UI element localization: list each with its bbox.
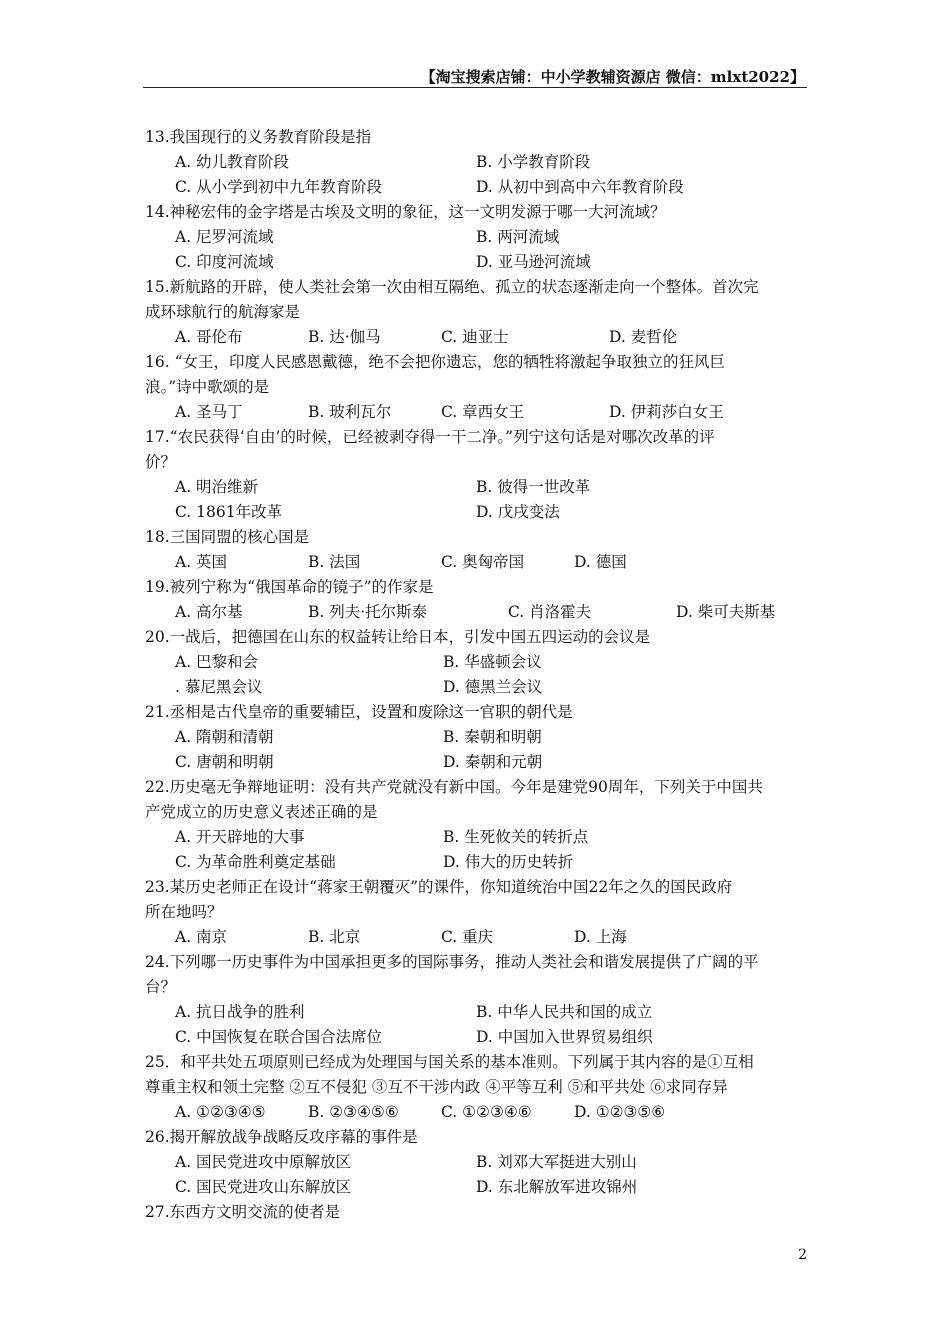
option-b: B. ②③④⑤⑥ [308, 1103, 399, 1121]
option-d: D. ①②③⑤⑥ [574, 1103, 666, 1121]
option-a: A. 隋朝和清朝 [175, 728, 274, 746]
question-23 [145, 875, 807, 950]
question-27 [145, 1200, 807, 1225]
question-stem: 16. “女王，印度人民感恩戴德，绝不会把你遗忘，您的牺牲将激起争取独立的狂风巨 [145, 353, 726, 371]
option-a: A. 明治维新 [175, 478, 259, 496]
question-24 [145, 950, 807, 1050]
question-stem-cont: 所在地吗？ [145, 903, 223, 921]
option-b: B. 北京 [308, 928, 361, 946]
option-c: C. 肖洛霍夫 [508, 603, 592, 621]
option-b: B. 中华人民共和国的成立 [476, 1003, 653, 1021]
option-b: B. 秦朝和明朝 [443, 728, 542, 746]
question-17 [145, 425, 807, 525]
option-c: C. 重庆 [441, 928, 494, 946]
question-stem: 26.揭开解放战争战略反攻序幕的事件是 [145, 1128, 418, 1146]
option-a: A. 幼儿教育阶段 [175, 153, 290, 171]
question-15 [145, 275, 807, 350]
option-c: C. 章西女王 [441, 403, 525, 421]
option-c: C. 为革命胜利奠定基础 [175, 853, 336, 871]
question-22 [145, 775, 807, 875]
question-stem: 19.被列宁称为“俄国革命的镜子”的作家是 [145, 578, 434, 596]
option-d: D. 麦哲伦 [609, 328, 678, 346]
question-stem: 22.历史毫无争辩地证明：没有共产党就没有新中国。今年是建党90周年，下列关于中国共 [145, 778, 763, 796]
question-stem-cont: 台？ [145, 978, 177, 996]
question-stem-cont: 成环球航行的航海家是 [145, 303, 301, 321]
option-d: D. 德国 [574, 553, 627, 571]
question-26 [145, 1125, 807, 1200]
question-stem: 25．和平共处五项原则已经成为处理国与国关系的基本准则。下列属于其内容的是①互相 [145, 1053, 754, 1071]
option-b: B. 生死攸关的转折点 [443, 828, 589, 846]
question-stem-cont: 价？ [145, 453, 177, 471]
question-stem: 17.“农民获得‘自由’的时候，已经被剥夺得一干二净。”列宁这句话是对哪次改革的评 [145, 428, 715, 446]
question-16 [145, 350, 807, 425]
question-stem-cont: 尊重主权和领土完整 ②互不侵犯 ③互不干涉内政 ④平等互利 ⑤和平共处 ⑥求同存异 [145, 1078, 728, 1096]
option-d: D. 伊莉莎白女王 [609, 403, 724, 421]
option-c: C. 国民党进攻山东解放区 [175, 1178, 352, 1196]
option-d: D. 东北解放军进攻锦州 [476, 1178, 638, 1196]
question-25 [145, 1050, 807, 1125]
option-a: A. 抗日战争的胜利 [175, 1003, 305, 1021]
option-a: A. 南京 [175, 928, 228, 946]
question-stem: 23.某历史老师正在设计“蒋家王朝覆灭”的课件，你知道统治中国22年之久的国民政府 [145, 878, 733, 896]
question-list [145, 125, 807, 1225]
question-stem-cont: 浪。”诗中歌颂的是 [145, 378, 270, 396]
option-d: D. 从初中到高中六年教育阶段 [476, 178, 684, 196]
question-stem: 27.东西方文明交流的使者是 [145, 1203, 341, 1221]
question-14 [145, 200, 807, 275]
header-divider [143, 87, 807, 88]
option-d: D. 中国加入世界贸易组织 [476, 1028, 653, 1046]
page-number: 2 [798, 1247, 807, 1263]
question-20 [145, 625, 807, 700]
option-b: B. 达·伽马 [308, 328, 381, 346]
question-stem-cont: 产党成立的历史意义表述正确的是 [145, 803, 378, 821]
option-b: B. 小学教育阶段 [476, 153, 591, 171]
option-a: A. 尼罗河流域 [175, 228, 274, 246]
option-a: A. 开天辟地的大事 [175, 828, 305, 846]
option-c: . 慕尼黑会议 [175, 678, 263, 696]
option-a: A. 巴黎和会 [175, 653, 259, 671]
option-a: A. 哥伦布 [175, 328, 243, 346]
option-b: B. 法国 [308, 553, 361, 571]
page-header: 【淘宝搜索店铺：中小学教辅资源店 微信：mlxt2022】 [420, 68, 805, 86]
question-stem: 14.神秘宏伟的金字塔是古埃及文明的象征，这一文明发源于哪一大河流域？ [145, 203, 666, 221]
question-21 [145, 700, 807, 775]
question-stem: 20.一战后，把德国在山东的权益转让给日本，引发中国五四运动的会议是 [145, 628, 651, 646]
option-b: B. 玻利瓦尔 [308, 403, 392, 421]
option-b: B. 列夫·托尔斯泰 [308, 603, 428, 621]
option-d: D. 上海 [574, 928, 627, 946]
option-d: D. 柴可夫斯基 [676, 603, 776, 621]
question-stem: 13.我国现行的义务教育阶段是指 [145, 128, 372, 146]
option-c: C. ①②③④⑥ [441, 1103, 532, 1121]
option-b: B. 刘邓大军挺进大别山 [476, 1153, 637, 1171]
option-a: A. 圣马丁 [175, 403, 243, 421]
option-a: A. 国民党进攻中原解放区 [175, 1153, 352, 1171]
question-stem: 21.丞相是古代皇帝的重要辅臣，设置和废除这一官职的朝代是 [145, 703, 573, 721]
question-stem: 18.三国同盟的核心国是 [145, 528, 310, 546]
option-d: D. 德黑兰会议 [443, 678, 543, 696]
option-a: A. ①②③④⑤ [175, 1103, 266, 1121]
option-a: A. 高尔基 [175, 603, 243, 621]
option-c: C. 1861年改革 [175, 503, 283, 521]
option-d: D. 秦朝和元朝 [443, 753, 543, 771]
option-c: C. 印度河流域 [175, 253, 274, 271]
option-c: C. 从小学到初中九年教育阶段 [175, 178, 383, 196]
question-stem: 24.下列哪一历史事件为中国承担更多的国际事务，推动人类社会和谐发展提供了广阔的平 [145, 953, 759, 971]
question-19 [145, 575, 807, 625]
option-b: B. 华盛顿会议 [443, 653, 542, 671]
option-c: C. 迪亚士 [441, 328, 509, 346]
question-13 [145, 125, 807, 200]
question-18 [145, 525, 807, 575]
option-d: D. 亚马逊河流域 [476, 253, 591, 271]
option-b: B. 彼得一世改革 [476, 478, 591, 496]
option-a: A. 英国 [175, 553, 228, 571]
option-b: B. 两河流域 [476, 228, 560, 246]
option-c: C. 奥匈帝国 [441, 553, 525, 571]
question-stem: 15.新航路的开辟，使人类社会第一次由相互隔绝、孤立的状态逐渐走向一个整体。首次完 [145, 278, 759, 296]
option-c: C. 中国恢复在联合国合法席位 [175, 1028, 383, 1046]
option-d: D. 戊戌变法 [476, 503, 560, 521]
option-d: D. 伟大的历史转折 [443, 853, 574, 871]
option-c: C. 唐朝和明朝 [175, 753, 274, 771]
